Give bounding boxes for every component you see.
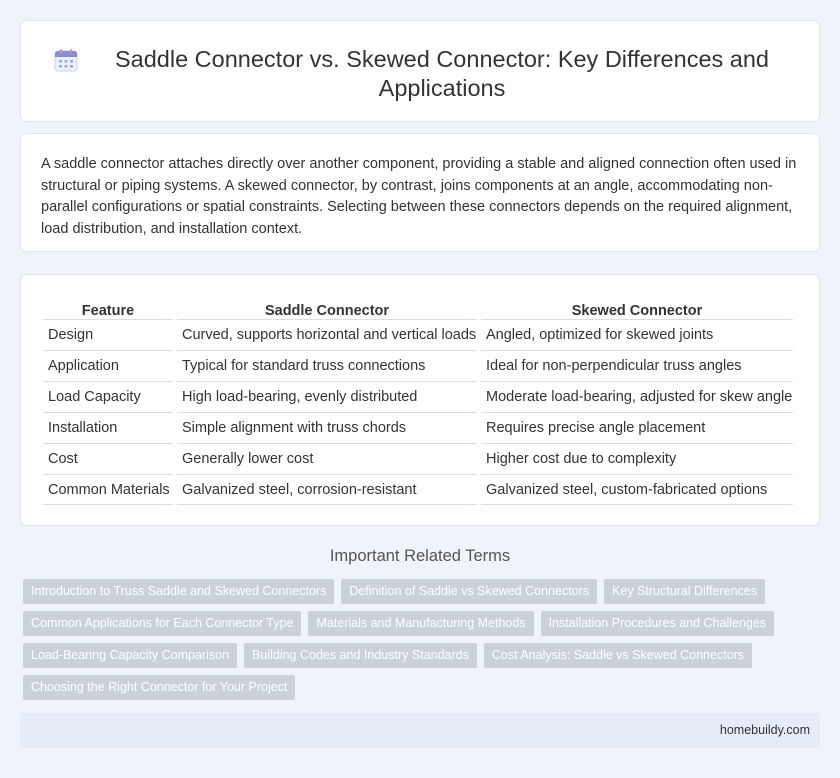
page-title: Saddle Connector vs. Skewed Connector: Key Differences and Applications xyxy=(114,46,770,101)
table-row xyxy=(43,474,793,505)
comparison-table xyxy=(39,295,797,505)
related-term-tag[interactable]: Common Applications for Each Connector Type xyxy=(23,611,301,636)
table-row xyxy=(43,319,793,350)
row-skewed: Higher cost due to complexity xyxy=(481,443,793,474)
related-term-tag[interactable]: Introduction to Truss Saddle and Skewed Connectors xyxy=(23,579,334,604)
table-row xyxy=(43,381,793,412)
row-skewed: Requires precise angle placement xyxy=(481,412,793,443)
row-feature: Cost xyxy=(43,443,173,474)
related-term-tag[interactable]: Definition of Saddle vs Skewed Connectors xyxy=(341,579,597,604)
related-term-tag[interactable]: Load-Bearing Capacity Comparison xyxy=(23,643,237,668)
related-terms-title: Important Related Terms xyxy=(329,547,511,565)
header-saddle: Saddle Connector xyxy=(264,303,390,319)
table-row xyxy=(43,443,793,474)
footer-site-link[interactable]: homebuildy.com xyxy=(719,723,810,737)
row-feature: Application xyxy=(43,350,173,381)
row-saddle: Generally lower cost xyxy=(177,443,477,474)
related-term-tag[interactable]: Choosing the Right Connector for Your Project xyxy=(23,675,295,700)
row-saddle: High load-bearing, evenly distributed xyxy=(177,381,477,412)
comparison-table-card xyxy=(20,274,820,526)
row-feature: Load Capacity xyxy=(43,381,173,412)
table-row xyxy=(43,350,793,381)
row-skewed: Ideal for non-perpendicular truss angles xyxy=(481,350,793,381)
title-row xyxy=(21,21,819,103)
intro-card xyxy=(20,133,820,252)
calendar-icon xyxy=(53,47,79,73)
row-feature: Design xyxy=(43,319,173,350)
related-term-tag[interactable]: Installation Procedures and Challenges xyxy=(541,611,775,636)
row-saddle: Simple alignment with truss chords xyxy=(177,412,477,443)
related-term-tag[interactable]: Cost Analysis: Saddle vs Skewed Connectors xyxy=(484,643,752,668)
footer xyxy=(20,713,820,748)
row-feature: Common Materials xyxy=(43,474,173,505)
related-term-tag[interactable]: Building Codes and Industry Standards xyxy=(244,643,477,668)
row-feature: Installation xyxy=(43,412,173,443)
table-header-row xyxy=(43,295,793,319)
intro-paragraph: A saddle connector attaches directly over another component, providing a stable and aligned connection often used in structural or piping systems. A skewed connector, by contrast, joins components at an angle, accommodating non-parallel configurations or spatial constraints. Selecting between these connectors depends on the required alignment, load distribution, and installation context. xyxy=(41,156,797,237)
row-saddle: Typical for standard truss connections xyxy=(177,350,477,381)
related-term-tag[interactable]: Key Structural Differences xyxy=(604,579,765,604)
related-term-tag[interactable]: Materials and Manufacturing Methods xyxy=(308,611,533,636)
row-saddle: Galvanized steel, corrosion-resistant xyxy=(177,474,477,505)
row-skewed: Moderate load-bearing, adjusted for skew angle xyxy=(481,381,793,412)
row-skewed: Galvanized steel, custom-fabricated options xyxy=(481,474,793,505)
header-feature: Feature xyxy=(81,303,135,319)
row-saddle: Curved, supports horizontal and vertical loads xyxy=(177,319,477,350)
table-row xyxy=(43,412,793,443)
header-card xyxy=(20,20,820,122)
related-terms-list xyxy=(23,579,803,707)
header-skewed: Skewed Connector xyxy=(571,303,703,319)
row-skewed: Angled, optimized for skewed joints xyxy=(481,319,793,350)
